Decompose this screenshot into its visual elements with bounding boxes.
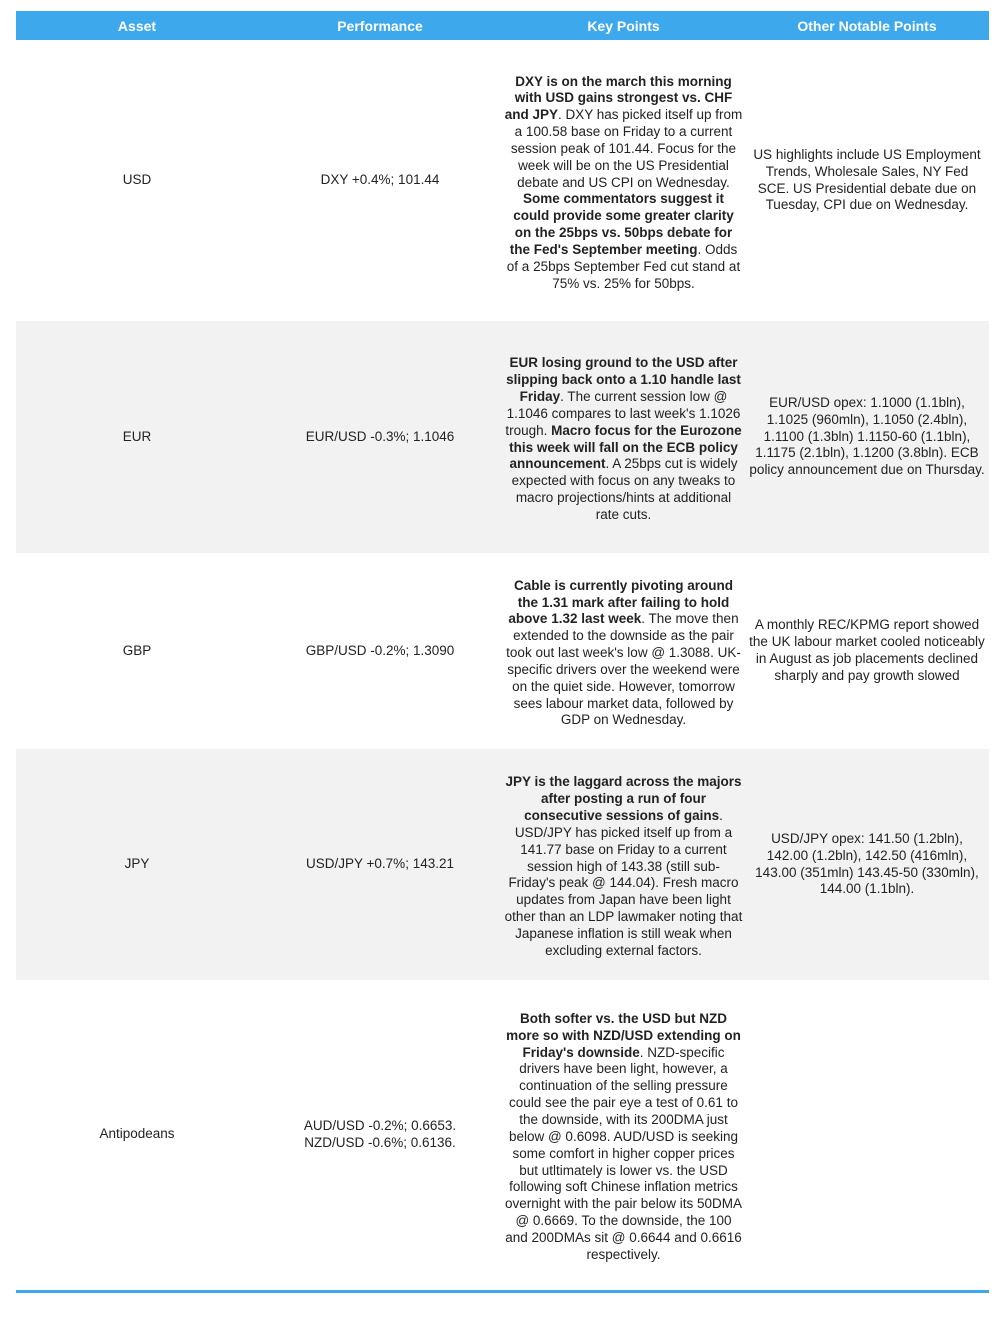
other-notable-points-cell: [745, 980, 989, 1291]
asset-cell: EUR: [16, 321, 258, 553]
table-row-usd: [16, 40, 989, 321]
key-points-cell: [502, 553, 745, 749]
performance-cell: GBP/USD -0.2%; 1.3090: [305, 642, 455, 658]
key-points-cell: [502, 980, 745, 1291]
performance-line-aud: AUD/USD -0.2%; 0.6653.: [303, 1117, 457, 1133]
key-point-text: . A 25bps cut is widely expected with focus on any tweaks to macro projections/hints at additional rate cuts.: [511, 456, 738, 522]
key-points-cell: [502, 40, 745, 321]
asset-cell: JPY: [16, 749, 258, 980]
key-points-cell: [502, 749, 745, 980]
other-notable-points-cell: USD/JPY opex: 141.50 (1.2bln), 142.00 (1.2bln), 142.50 (416mln), 143.00 (351mln) 143.45-50 (330mln), 144.00 (1.1bln).: [745, 749, 989, 980]
key-point-text: . NZD-specific drivers have been light, however, a continuation of the selling pressure could see the pair eye a test of 0.61 to the downside, with its 200DMA just below @ 0.6098. AUD/USD is seeking some comfort in higher copper prices but utltimately is lower vs. the USD following soft Chinese inflation metrics overnight with the pair below its 50DMA @ 0.6669. To the downside, the 100 and 200DMAs sit @ 0.6644 and 0.6616 respectively.: [504, 1044, 743, 1262]
table-row-eur: [16, 321, 989, 553]
key-point-bold: DXY is on the march this morning with USD gains strongest vs. CHF and JPY: [504, 73, 733, 123]
header-asset: Asset: [16, 11, 258, 40]
fx-summary-table: [16, 11, 989, 1293]
performance-cell: EUR/USD -0.3%; 1.1046: [258, 321, 502, 553]
key-point-bold: Cable is currently pivoting around the 1.31 mark after failing to hold above 1.32 last week: [508, 577, 734, 627]
table-row-gbp: [16, 553, 989, 749]
header-performance: Performance: [258, 11, 502, 40]
performance-line-nzd: NZD/USD -0.6%; 0.6136.: [304, 1134, 456, 1150]
asset-cell: Antipodeans: [99, 1126, 175, 1142]
header-key-points: Key Points: [502, 11, 745, 40]
performance-cell: USD/JPY +0.7%; 143.21: [258, 749, 502, 980]
key-point-bold: Some commentators suggest it could provide some greater clarity on the 25bps vs. 50bps debate for the Fed's September meeting: [509, 191, 734, 257]
key-point-bold: Macro focus for the Eurozone this week will fall on the ECB policy announcement: [509, 422, 742, 472]
key-point-text: . USD/JPY has picked itself up from a 141.77 base on Friday to a current session high of 143.38 (still sub-Friday's peak @ 144.04). Fresh macro updates from Japan have been light other than an LDP lawmaker noting that Japanese inflation is still weak when excluding external factors.: [504, 808, 743, 958]
table-row-antipodeans: [16, 980, 989, 1291]
key-point-bold: Both softer vs. the USD but NZD more so with NZD/USD extending on Friday's downside: [506, 1010, 741, 1060]
other-notable-points-cell: A monthly REC/KPMG report showed the UK labour market cooled noticeably in August as job placements declined sharply and pay growth slowed: [749, 617, 985, 683]
other-notable-points-cell: US highlights include US Employment Trends, Wholesale Sales, NY Fed SCE. US Presidential debate due on Tuesday, CPI due on Wednesday.: [753, 146, 981, 213]
table-header-row: [16, 11, 989, 40]
key-point-text: . Odds of a 25bps September Fed cut stand at 75% vs. 25% for 50bps.: [506, 241, 741, 291]
key-point-text: . The move then extended to the downside as the pair took out last week's low @ 1.3088. UK-specific drivers over the weekend were on the quiet side. However, tomorrow sees labour market data, followed by GDP on Wednesday.: [506, 611, 741, 728]
performance-cell: [258, 980, 502, 1291]
key-point-bold: JPY is the laggard across the majors after posting a run of four consecutive sessions of gains: [505, 774, 742, 824]
performance-cell: DXY +0.4%; 101.44: [320, 172, 440, 188]
key-points-cell: [502, 321, 745, 553]
key-point-text: . DXY has picked itself up from a 100.58 base on Friday to a current session peak of 101.44. Focus for the week will be on the US Presidential debate and US CPI on Wednesday.: [510, 107, 743, 190]
other-notable-points-cell: EUR/USD opex: 1.1000 (1.1bln), 1.1025 (960mln), 1.1050 (2.4bln), 1.1100 (1.3bln) 1.1150-60 (1.1bln), 1.1175 (2.1bln), 1.1200 (3.8bln). ECB policy announcement due on Thursday.: [745, 321, 989, 553]
asset-cell: GBP: [122, 642, 152, 658]
header-other-notable-points: Other Notable Points: [745, 11, 989, 40]
asset-cell: USD: [122, 172, 152, 188]
table-row-jpy: [16, 749, 989, 980]
key-point-text: . The current session low @ 1.1046 compares to last week's 1.1026 trough.: [505, 388, 741, 438]
key-point-bold: EUR losing ground to the USD after slipping back onto a 1.10 handle last Friday: [506, 355, 741, 404]
